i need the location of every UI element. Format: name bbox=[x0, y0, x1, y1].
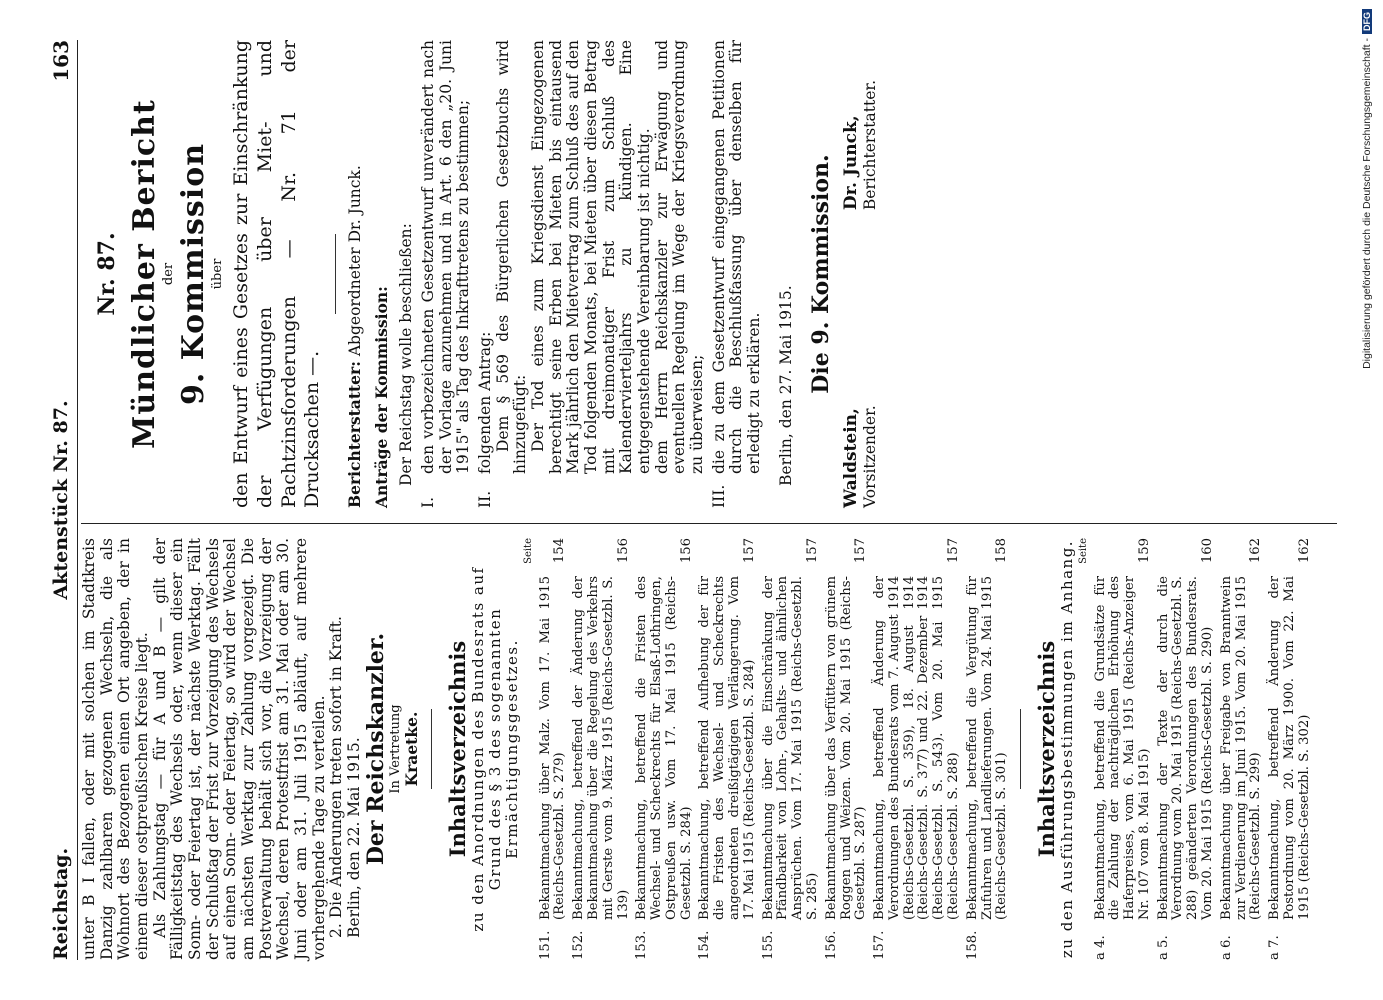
toc-entry bbox=[873, 538, 962, 960]
divider bbox=[431, 709, 432, 789]
signatory-title: Der Reichskanzler. bbox=[362, 632, 388, 866]
toc-entry-text: Bekanntmachung, betreffend Änderung der Postordnung vom 20. März 1900. Vom 22. Mai 1915 (Reichs-Gesetzbl. S. 302) bbox=[1266, 576, 1312, 920]
continuation-paragraph-2: Als Zahlungstag — für A und B — gilt der Fälligkeitstag des Wechsels oder, wenn dieser ein Sonn- oder Feiertag ist, der nächste Werktag. Fällt der Schlußtag der Frist zur Vorzeigung des Wechsels auf einen Sonn- oder Feiertag, so wird der Wechsel am nächsten Werktag zur Zahlung vorgezeigt. Die Postverwaltung behält sich vor, die Vorzeigung der Wechsel, deren Protestfrist am 31. Mai oder am 30. Juni oder am 31. Juli 1915 abläuft, auf mehrere vorhergehende Tage zu verteilen. bbox=[150, 538, 328, 960]
toc-entry bbox=[1156, 538, 1215, 960]
funding-note-text: Digitalisierung gefördert durch die Deutsche Forschungsgemeinschaft - bbox=[1361, 38, 1373, 369]
toc-entry-number: 158. bbox=[964, 930, 980, 960]
page-header bbox=[47, 40, 78, 960]
toc-entry-number: 153. bbox=[633, 930, 649, 960]
seite-label: Seite bbox=[522, 538, 534, 564]
toc-entry bbox=[761, 538, 820, 960]
toc-entry-number: 151. bbox=[537, 930, 553, 960]
toc2-list bbox=[1093, 538, 1312, 960]
signature-row bbox=[842, 40, 879, 508]
toc-entry-text: Bekanntmachung über Malz. Vom 17. Mai 1915 (Reichs-Gesetzbl. S. 279) bbox=[537, 576, 567, 920]
signatory-sub: In Vertretung bbox=[387, 704, 403, 794]
motion-item-2-a: Dem § 569 des Bürgerlichen Gesetzbuchs wird hinzugefügt: bbox=[493, 40, 529, 474]
toc-entry-page: 157 bbox=[804, 538, 820, 564]
dfg-logo-icon: DFG bbox=[1362, 9, 1372, 34]
toc-entry-page: 162 bbox=[1296, 538, 1312, 564]
page-number: 163 bbox=[48, 40, 73, 82]
commission-title: 9. Kommission bbox=[175, 142, 211, 406]
toc2-subtitle: zu den Ausführungsbestimmungen im Anhang. bbox=[1057, 539, 1076, 959]
toc-entry-page: 157 bbox=[852, 538, 868, 564]
toc-entry-number: a 6. bbox=[1218, 935, 1234, 960]
header-middle: Aktenstück Nr. 87. bbox=[49, 400, 72, 600]
motion-item-1: I. den vorbezeichneten Gesetzentwurf unverändert nach der Vorlage anzunehmen und in Art. 6 den „20. Juni 1915" als Tag des Inkrafttretens zu bestimmen; bbox=[418, 40, 472, 508]
chair-signature: Waldstein, Vorsitzender. bbox=[840, 405, 879, 508]
header-left: Reichstag. bbox=[49, 847, 72, 960]
toc-entry-page: 158 bbox=[993, 538, 1009, 564]
toc-entry-text: Bekanntmachung über das Verfüttern von grünem Roggen und Weizen. Vom 20. Mai 1915 (Reichs-Gesetzbl. S. 287) bbox=[823, 576, 868, 920]
rapporteur-label: Berichterstatter: bbox=[344, 361, 364, 508]
document-number: Nr. 87. bbox=[93, 232, 120, 316]
toc2-title: Inhaltsverzeichnis bbox=[1033, 640, 1059, 858]
toc-entry-page: 156 bbox=[678, 538, 694, 564]
seite-label-2: Seite bbox=[1077, 538, 1089, 564]
motion-intro: Der Reichstag wolle beschließen: bbox=[396, 223, 415, 486]
toc-entry-text: Bekanntmachung über die Einschränkung der Pfändbarkeit von Lohn-, Gehalts- und ähnlichen Ansprüchen. Vom 17. Mai 1915 (Reichs-Gesetzbl. S. 285) bbox=[760, 576, 820, 920]
motion-item-2-head: folgenden Antrag: bbox=[475, 331, 494, 474]
motion-item-2-b: Der Tod eines zum Kriegsdienst Eingezogenen berechtigt seine Erben bei Mieten bis eintausend Mark jährlich den Mietvertrag zum Schluß des auf den Tod folgenden Monats, bei Mieten über diesen Betrag mit dreimonatiger Frist zum Schluß des Kalendervierteljahrs zu kündigen. Eine entgegenstehende Vereinbarung ist nichtig. bbox=[528, 40, 653, 474]
toc-entry-text: Bekanntmachung, betreffend Aufhebung der für die Fristen des Wechsel- und Scheckrechts angeordneten dreißigtägigen Verlängerung. Vom 17. Mai 1915 (Reichs-Gesetzbl. S. 284) bbox=[696, 576, 757, 920]
toc-entry-text: Bekanntmachung über Freigabe von Branntwein zur Verdienerung im Juni 1915. Vom 20. Mai 1915 (Reichs-Gesetzbl. S. 299) bbox=[1218, 576, 1263, 920]
toc-entry bbox=[965, 538, 1009, 960]
toc-entry-page: 160 bbox=[1199, 538, 1215, 564]
motions-title: Anträge der Kommission: bbox=[371, 286, 391, 508]
toc1-list bbox=[538, 538, 1009, 960]
toc-entry-page: 156 bbox=[615, 538, 631, 564]
toc-entry-page: 157 bbox=[741, 538, 757, 564]
report-der: der bbox=[160, 262, 176, 286]
toc-entry-text: Bekanntmachung, betreffend Änderung der Verordnungen des Bundesrats vom 7. August 1914 (Reichs-Gesetzbl. S. 359), 18. August 1914 (Reichs-Gesetzbl. S. 377) und 22. Dezember 1914 (Reichs-Gesetzbl. S. 543). Vom 20. Mai 1915 (Reichs-Gesetzbl. S. 288) bbox=[871, 576, 961, 920]
dateline-left: Berlin, den 22. Mai 1915. bbox=[344, 737, 363, 938]
column-divider bbox=[81, 523, 1337, 524]
toc-entry bbox=[635, 538, 694, 960]
paragraph-2: 2. Die Änderungen treten sofort in Kraft. bbox=[326, 616, 345, 938]
toc-entry bbox=[1268, 538, 1312, 960]
toc-entry-number: a 5. bbox=[1155, 935, 1171, 960]
toc-entry bbox=[538, 538, 568, 960]
dateline-right: Berlin, den 27. Mai 1915. bbox=[776, 285, 795, 486]
motion-item-3: III. die zu dem Gesetzentwurf eingegangenen Petitionen durch die Beschlußfassung über denselben für erledigt zu erklären. bbox=[709, 40, 763, 508]
toc-entry-page: 154 bbox=[551, 538, 567, 564]
toc-entry bbox=[698, 538, 757, 960]
toc-entry-text: Bekanntmachung der Texte der durch die Verordnung vom 20. Mai 1915 (Reichs-Gesetzbl. S. 288) geänderten Verordnungen des Bundesrats. Vom 20. Mai 1915 (Reichs-Gesetzbl. S. 290) bbox=[1155, 576, 1215, 920]
toc-entry bbox=[572, 538, 631, 960]
toc-entry-number: 155. bbox=[760, 930, 776, 960]
toc-entry-page: 162 bbox=[1247, 538, 1263, 564]
toc-entry-number: a 7. bbox=[1266, 935, 1282, 960]
toc-entry-number: 157. bbox=[871, 930, 887, 960]
toc-entry-text: Bekanntmachung, betreffend die Grundsätze für die Zahlung der nachträglichen Erhöhung des Haferpreises, vom 6. Mai 1915 (Reichs-Anzeiger Nr. 107 vom 8. Mai 1915) bbox=[1092, 576, 1152, 920]
toc1-title: Inhaltsverzeichnis bbox=[444, 640, 470, 858]
toc-entry-page: 157 bbox=[945, 538, 961, 564]
toc-entry bbox=[1093, 538, 1152, 960]
motion-item-2-c: dem Herrn Reichskanzler zur Erwägung und eventuellen Regelung im Wege der Kriegsverordnung zu überweisen; bbox=[652, 40, 706, 474]
toc-entry-text: Bekanntmachung, betreffend die Fristen des Wechsel- und Scheckrechts für Elsaß-Lothringen, Ostpreußen usw. Vom 17. Mai 1915 (Reichs-Gesetzbl. S. 284) bbox=[633, 576, 694, 920]
motion-item-2: II. folgenden Antrag: Dem § 569 des Bürgerlichen Gesetzbuchs wird hinzugefügt: Der Tod eines zum Kriegsdienst Eingezogenen berechtigt seine Erben bei Mieten bis eintausend Mark jährlich den Mietvertrag zum Schluß des auf den Tod folgenden Monats, bei Mieten über diesen Betrag mit dreimonatiger Frist zum Schluß des Kalendervierteljahrs zu kündigen. Eine entgegenstehende Vereinbarung ist nichtig. dem Herrn Reichskanzler zur Erwägung und eventuellen Regelung im Wege der Kriegsverordnung zu überweisen; bbox=[475, 40, 706, 508]
document-page bbox=[47, 40, 1337, 960]
toc-entry-number: 154. bbox=[696, 930, 712, 960]
toc-entry-number: 156. bbox=[823, 930, 839, 960]
report-ueber: über bbox=[209, 258, 225, 290]
toc-entry-text: Bekanntmachung, betreffend die Vergütung für Zufuhren und Landlieferungen. Vom 24. Mai 1915 (Reichs-Gesetzbl. S. 301) bbox=[964, 576, 1009, 920]
toc-entry-number: 152. bbox=[570, 930, 586, 960]
toc1-subtitle: zu den Anordnungen des Bundesrats auf Grund des § 3 des sogenannten Ermächtigungsgesetzes. bbox=[468, 566, 521, 932]
toc-entry bbox=[1219, 538, 1263, 960]
closing-commission: Die 9. Kommission. bbox=[807, 154, 834, 394]
funding-note bbox=[1359, 4, 1377, 994]
toc-entry-page: 159 bbox=[1136, 538, 1152, 564]
toc-entry-number: a 4. bbox=[1092, 935, 1108, 960]
right-column bbox=[81, 40, 1337, 508]
signatory-name: Kraetke. bbox=[401, 711, 421, 787]
divider bbox=[335, 234, 336, 314]
rapporteur-name: Abgeordneter Dr. Junck. bbox=[345, 165, 364, 357]
toc-entry bbox=[824, 538, 868, 960]
divider bbox=[1020, 709, 1021, 789]
report-title: Mündlicher Bericht bbox=[126, 99, 162, 449]
report-subject: den Entwurf eines Gesetzes zur Einschränkung der Verfügungen über Miet- und Pachtzinsforderungen — Nr. 71 der Drucksachen —. bbox=[229, 40, 323, 508]
rapporteur-signature: Dr. Junck, Berichterstatter. bbox=[840, 80, 879, 211]
toc-entry-text: Bekanntmachung, betreffend der Änderung der Bekanntmachung über die Regelung des Verkehrs mit Gerste vom 9. März 1915 (Reichs-Gesetzbl. S. 139) bbox=[570, 576, 631, 920]
continuation-paragraph-1: unter B I fallen, oder mit solchen im Stadtkreis Danzig zahlbaren gezogenen Wechseln, die als Wohnort des Bezogenen einen Ort angeben, der in einem dieser ostpreußischen Kreise liegt. bbox=[79, 538, 151, 960]
left-column bbox=[81, 538, 1337, 960]
